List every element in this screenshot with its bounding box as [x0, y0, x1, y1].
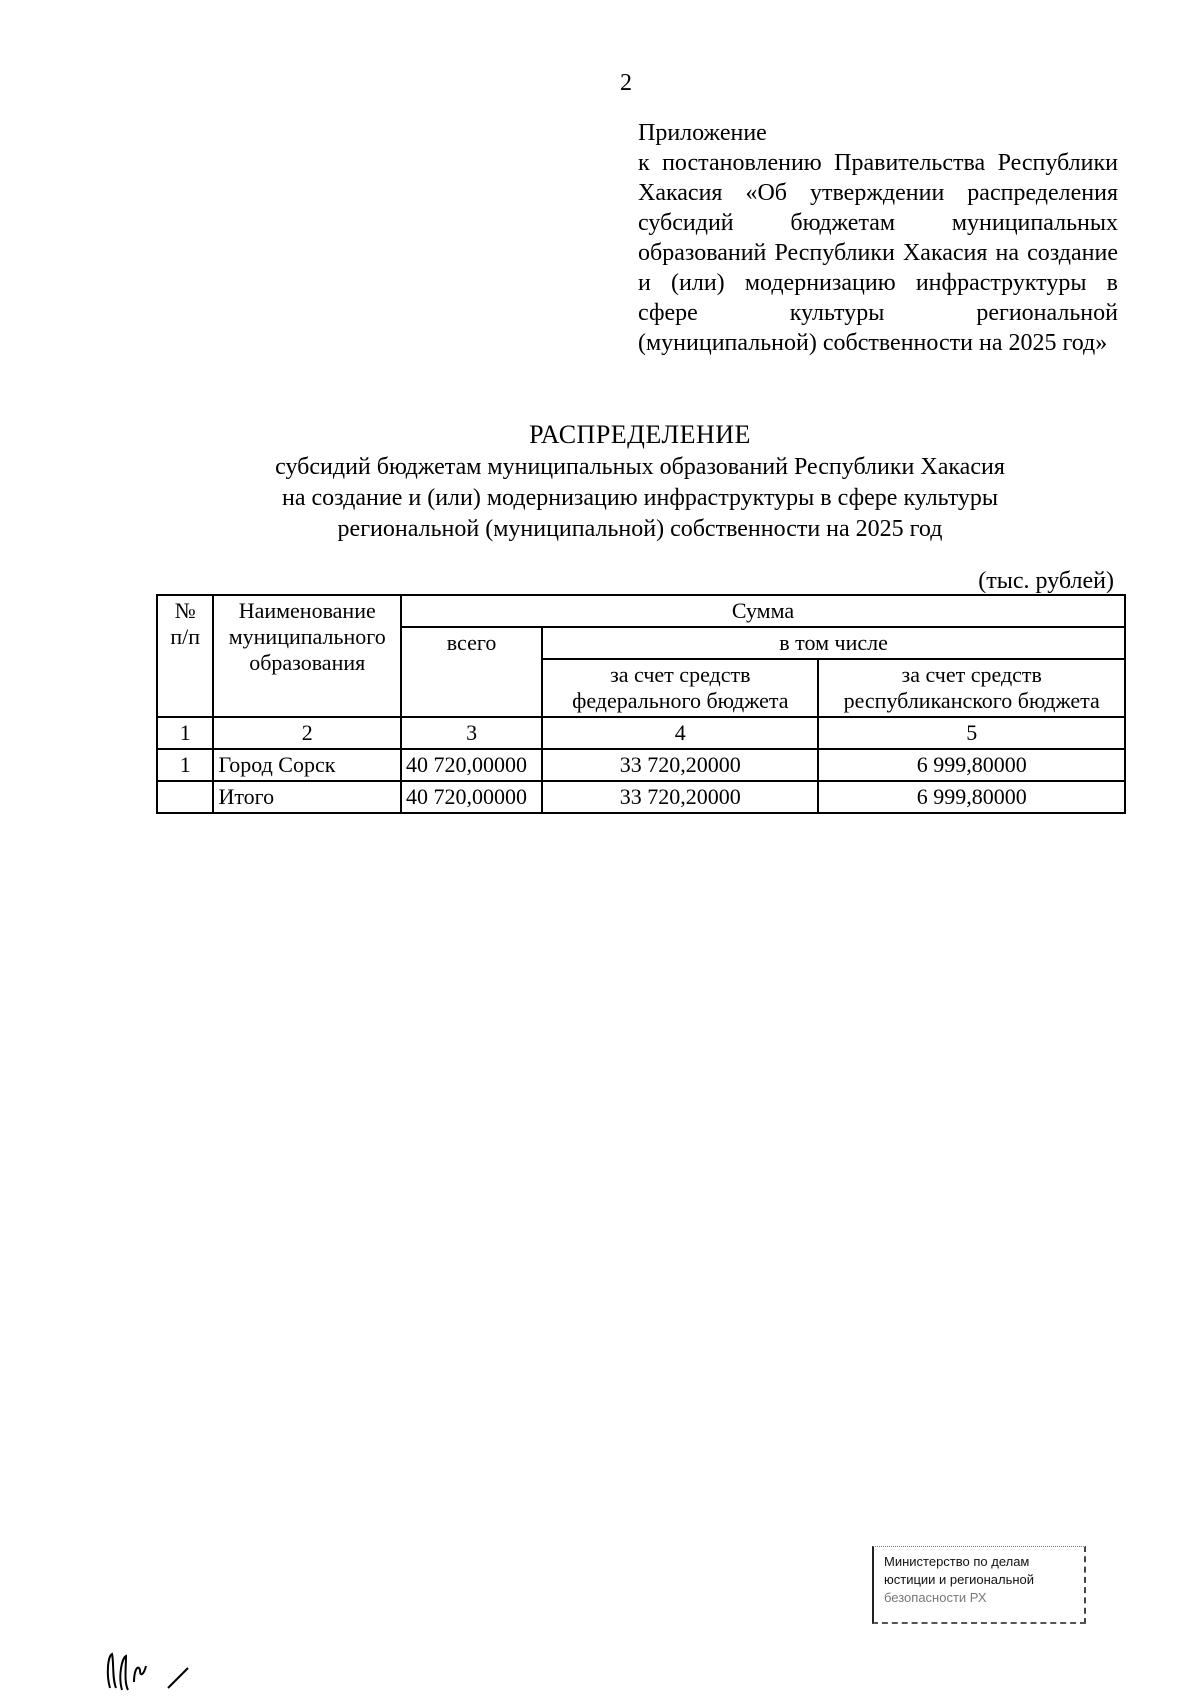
page-number: 2 [620, 70, 632, 96]
subtitle-line: субсидий бюджетам муниципальных образований Республики Хакасия [275, 454, 1005, 480]
column-number: 3 [401, 717, 542, 749]
column-number: 5 [818, 717, 1125, 749]
appendix-label: Приложение [638, 120, 767, 146]
subtitle-line: на создание и (или) модернизацию инфраструктуры в сфере культуры [281, 485, 999, 511]
column-number: 2 [213, 717, 401, 749]
distribution-table [156, 594, 1126, 814]
header-sum: Сумма [401, 595, 1125, 627]
row-name: Город Сорск [213, 749, 401, 781]
header-num: № п/п [157, 595, 213, 717]
row-republic: 6 999,80000 [818, 749, 1125, 781]
row-num [157, 781, 213, 813]
row-total: 40 720,00000 [401, 781, 542, 813]
header-row [157, 595, 1125, 627]
table-row [157, 749, 1125, 781]
document-subtitle [230, 452, 1050, 545]
row-republic: 6 999,80000 [818, 781, 1125, 813]
document-title: РАСПРЕДЕЛЕНИЕ [529, 420, 751, 449]
header-including: в том числе [542, 627, 1125, 659]
row-name: Итого [213, 781, 401, 813]
signature-icon [104, 1648, 214, 1692]
header-name: Наименование муниципального образования [213, 595, 401, 717]
header-republic: за счет средств республиканского бюджета [818, 659, 1125, 717]
header-federal: за счет средств федерального бюджета [542, 659, 818, 717]
row-federal: 33 720,20000 [542, 781, 818, 813]
row-num: 1 [157, 749, 213, 781]
column-number: 1 [157, 717, 213, 749]
units-label: (тыс. рублей) [978, 568, 1114, 594]
subtitle-line: региональной (муниципальной) собственности на 2025 год [337, 516, 943, 542]
stamp-line: безопасности РХ [884, 1590, 987, 1605]
appendix-text: к постановлению Правительства Республики Хакасия «Об утверждении распределения субсидий бюджетам муниципальных образований Республики Хакасия на создание и (или) модернизацию инфраструктуры в сфере культуры региональной (муниципальной) собственности на 2025 год» [638, 150, 1118, 356]
ministry-stamp [872, 1546, 1086, 1624]
stamp-line: юстиции и региональной [884, 1572, 1035, 1587]
table-row-total [157, 781, 1125, 813]
appendix-block [638, 118, 1118, 358]
row-federal: 33 720,20000 [542, 749, 818, 781]
row-total: 40 720,00000 [401, 749, 542, 781]
column-number-row [157, 717, 1125, 749]
stamp-line: Министерство по делам [884, 1554, 1030, 1569]
header-total: всего [401, 627, 542, 717]
column-number: 4 [542, 717, 818, 749]
